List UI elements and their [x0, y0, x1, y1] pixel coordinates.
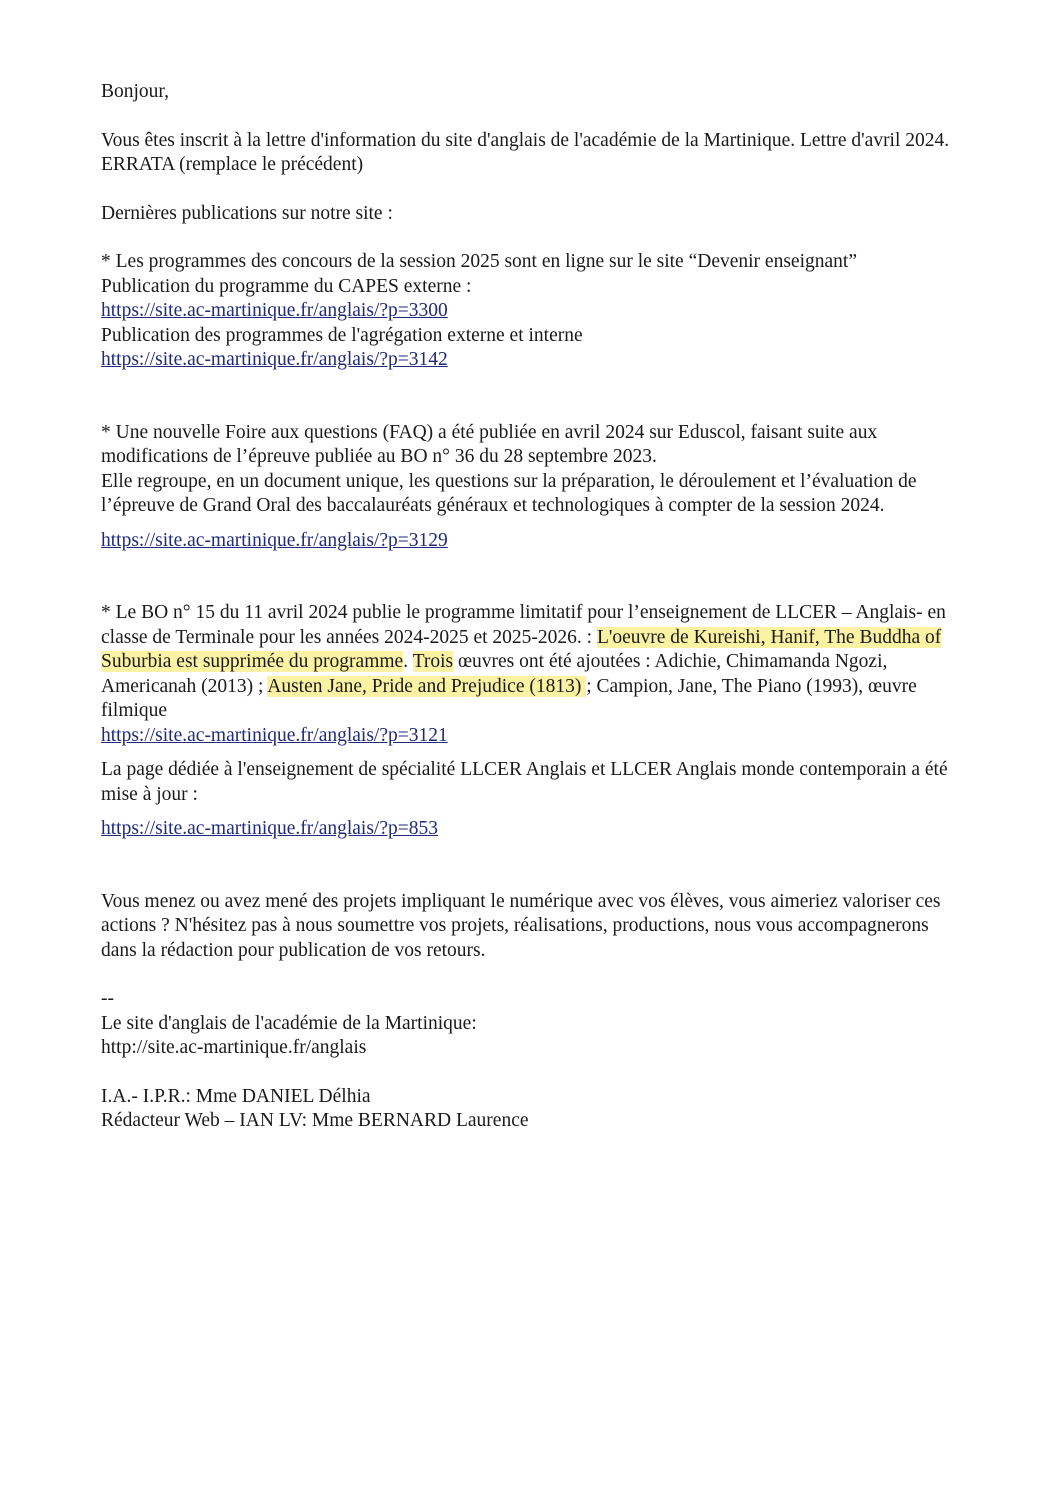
signature-site-name: Le site d'anglais de l'académie de la Martinique: — [101, 1012, 477, 1034]
item3-text-a: * Le BO n° 15 du 11 avril 2024 publie le programme limitatif pour l’enseignement de LLCER – Anglais- en classe de Terminale pour les années 2024-2025 et 2025-2026. : — [101, 602, 946, 648]
projects-paragraph: Vous menez ou avez mené des projets impliquant le numérique avec vos élèves, vous aimeriez valoriser ces actions ? N'hésitez pas à nous soumettre vos projets, réalisations, productions, nous vous accompagnerons dans la rédaction pour publication de vos retours. — [101, 890, 941, 961]
item-concours-programmes — [101, 250, 961, 373]
item3-text-d: ; Campion, Jane, The Piano (1993), œuvre filmique — [101, 675, 917, 721]
item3-text-b: . — [403, 651, 413, 672]
highlight-kureishi: L'oeuvre de Kureishi, Hanif, The Buddha of Suburbia est supprimée du programme — [101, 626, 942, 672]
agreg-link[interactable]: https://site.ac-martinique.fr/anglais/?p=3142 — [101, 349, 448, 370]
llcer-link[interactable]: https://site.ac-martinique.fr/anglais/?p=853 — [101, 818, 438, 839]
item-bo-llcer — [101, 601, 961, 842]
greeting: Bonjour, — [101, 81, 170, 102]
intro-paragraph: Vous êtes inscrit à la lettre d'information du site d'anglais de l'académie de la Martinique. Lettre d'avril 2024. ERRATA (remplace le précédent) — [101, 129, 950, 175]
latest-publications-heading: Dernières publications sur notre site : — [101, 202, 393, 224]
item3-paragraph — [101, 601, 961, 724]
signature-web-editor: Rédacteur Web – IAN LV: Mme BERNARD Laurence — [101, 1110, 529, 1131]
item3-text-c: œuvres ont été ajoutées : Adichie, Chimamanda Ngozi, Americanah (2013) ; — [101, 651, 888, 697]
faq-link[interactable]: https://site.ac-martinique.fr/anglais/?p=3129 — [101, 529, 448, 551]
item-faq-grand-oral — [101, 421, 961, 554]
item1-bullet: * Les programmes des concours de la session 2025 sont en ligne sur le site “Devenir enseignant” — [101, 251, 857, 272]
signature-separator: -- — [101, 988, 114, 1009]
llcer-page-text: La page dédiée à l'enseignement de spécialité LLCER Anglais et LLCER Anglais monde contemporain a été mise à jour : — [101, 759, 948, 805]
item2-text2: Elle regroupe, en un document unique, les questions sur la préparation, le déroulement et l’évaluation de l’épreuve de Grand Oral des baccalauréats généraux et technologiques à compter de la session 2024. — [101, 470, 917, 516]
signature-site-url: http://site.ac-martinique.fr/anglais — [101, 1037, 367, 1058]
signature — [101, 987, 961, 1134]
capes-link[interactable]: https://site.ac-martinique.fr/anglais/?p=3300 — [101, 300, 448, 321]
item2-text1: * Une nouvelle Foire aux questions (FAQ) a été publiée en avril 2024 sur Eduscol, faisant suite aux modifications de l’épreuve publiée au BO n° 36 du 28 septembre 2023. — [101, 421, 878, 467]
email-body — [101, 80, 961, 1134]
agreg-label: Publication des programmes de l'agrégation externe et interne — [101, 324, 583, 346]
capes-label: Publication du programme du CAPES externe : — [101, 275, 472, 297]
highlight-austen: Austen Jane, Pride and Prejudice (1813) — [267, 675, 587, 697]
signature-ia-ipr: I.A.- I.P.R.: Mme DANIEL Délhia — [101, 1085, 371, 1107]
highlight-trois: Trois — [412, 651, 454, 672]
bo-link[interactable]: https://site.ac-martinique.fr/anglais/?p=3121 — [101, 724, 448, 746]
